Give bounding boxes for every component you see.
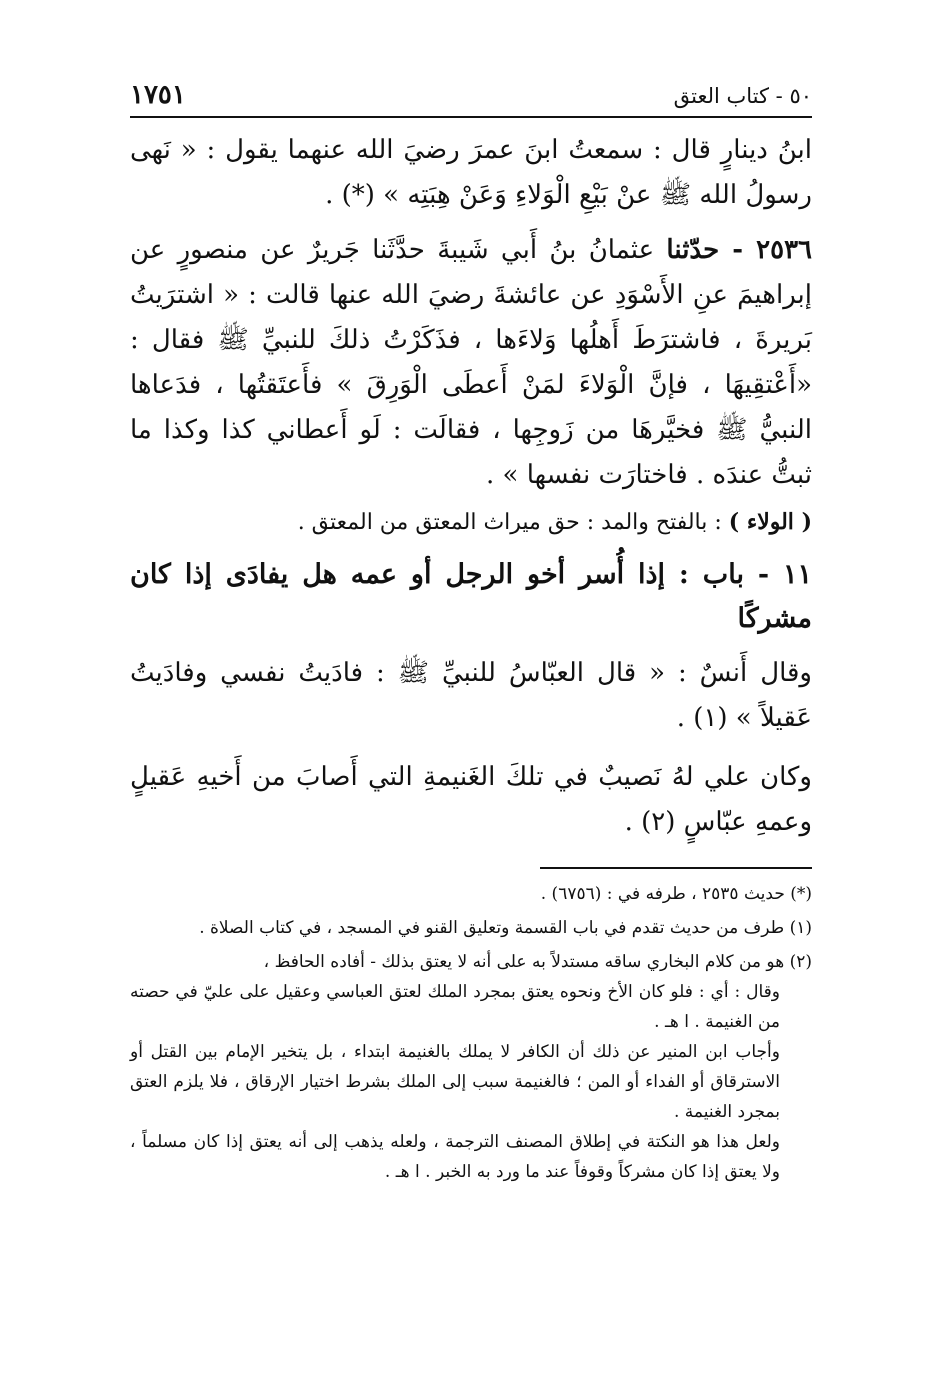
hadith-text: عثمانُ بنُ أَبي شَيبةَ حدَّثَنا جَريرٌ عن منصورٍ عن إبراهيمَ عنِ الأَسْوَدِ عن عائشةَ رضيَ الله عنها قالت : « اشترَيتُ بَريرةَ ، فاشترَطَ أَهلُها وَلاءَها ، فذَكَرْتُ ذلكَ للنبيِّ ﷺ فقال : «أَعْتقِيهَا ، فإنَّ الْوَلاءَ لمَنْ أَعطَى الْوَرِقَ » فأَعتَقتُها ، فدَعاها النبيُّ ﷺ فخيَّرهَا من زَوجِها ، فقالَت : لَو أَعطاني كذا وكذا ما ثبتُّ عندَه . فاختارَت نفسها » . [130, 235, 812, 490]
footnotes [130, 879, 812, 1187]
footnote-divider [540, 867, 812, 869]
hadith-number: ٢٥٣٦ - حدّثنا [666, 235, 812, 265]
explanation-text: : بالفتح والمد : حق ميراث المعتق من المعتق . [297, 510, 722, 535]
footnote-2-line-1: (٢) هو من كلام البخاري ساقه مستدلاً به على أنه لا يعتق بذلك - أفاده الحافظ ، [263, 952, 812, 972]
footnote-2-line-4: ولعل هذا هو النكتة في إطلاق المصنف الترجمة ، ولعله يذهب إلى أنه يعتق إذا كان مسلماً ، ولا يعتق إذا كان مشركاً وقوفاً عند ما ورد به الخبر . ا هـ . [130, 1132, 780, 1182]
footnote-2-line-3: وأجاب ابن المنير عن ذلك أن الكافر لا يملك بالغنيمة ابتداء ، بل يتخير الإمام بين القتل أو الاسترقاق أو الفداء أو المن ؛ فالغنيمة سبب إلى الملك بشرط اختيار الإرقاق ، فلا يلزم العتق بمجرد الغنيمة . [130, 1042, 780, 1122]
chapter-title: ٥٠ - كتاب العتق [673, 84, 812, 108]
chapter-heading: ١١ - باب : إذا أُسر أخو الرجل أو عمه هل يفادَى إذا كان مشركًا [130, 559, 812, 634]
main-text [130, 128, 812, 845]
footnote-2 [130, 947, 812, 1187]
hadith-2536 [130, 228, 812, 498]
footnote-1: (١) طرف من حديث تقدم في باب القسمة وتعليق القنو في المسجد ، في كتاب الصلاة . [199, 918, 812, 938]
footnote-2-line-2: وقال : أي : فلو كان الأخ ونحوه يعتق بمجرد الملك لعتق العباسي وعقيل على عليّ في حصته من الغنيمة . ا هـ . [130, 982, 780, 1032]
book-page [130, 72, 812, 1332]
page-header [130, 72, 812, 118]
anas-narration: وقال أَنسٌ : « قال العبّاسُ للنبيِّ ﷺ : فادَيتُ نفسي وفادَيتُ عَقيلاً » (١) . [130, 658, 812, 733]
footnote-star: (*) حديث ٢٥٣٥ ، طرفه في : (٦٧٥٦) . [540, 884, 812, 904]
hadith-2535-end: ابنُ دينارٍ قال : سمعتُ ابنَ عمرَ رضيَ الله عنهما يقول : « نَهى رسولُ الله ﷺ عنْ بَيْعِ الْوَلاءِ وَعَنْ هِبَتِه » (*) . [130, 135, 812, 210]
page-number: ١٧٥١ [130, 80, 186, 110]
word-explanation [130, 504, 812, 541]
ali-share-paragraph: وكان علي لهُ نَصيبٌ في تلكَ الغَنيمةِ التي أَصابَ من أَخيهِ عَقيلٍ وعمهِ عبّاسٍ (٢) . [130, 762, 812, 837]
explained-term: ( الولاء ) [728, 509, 812, 535]
